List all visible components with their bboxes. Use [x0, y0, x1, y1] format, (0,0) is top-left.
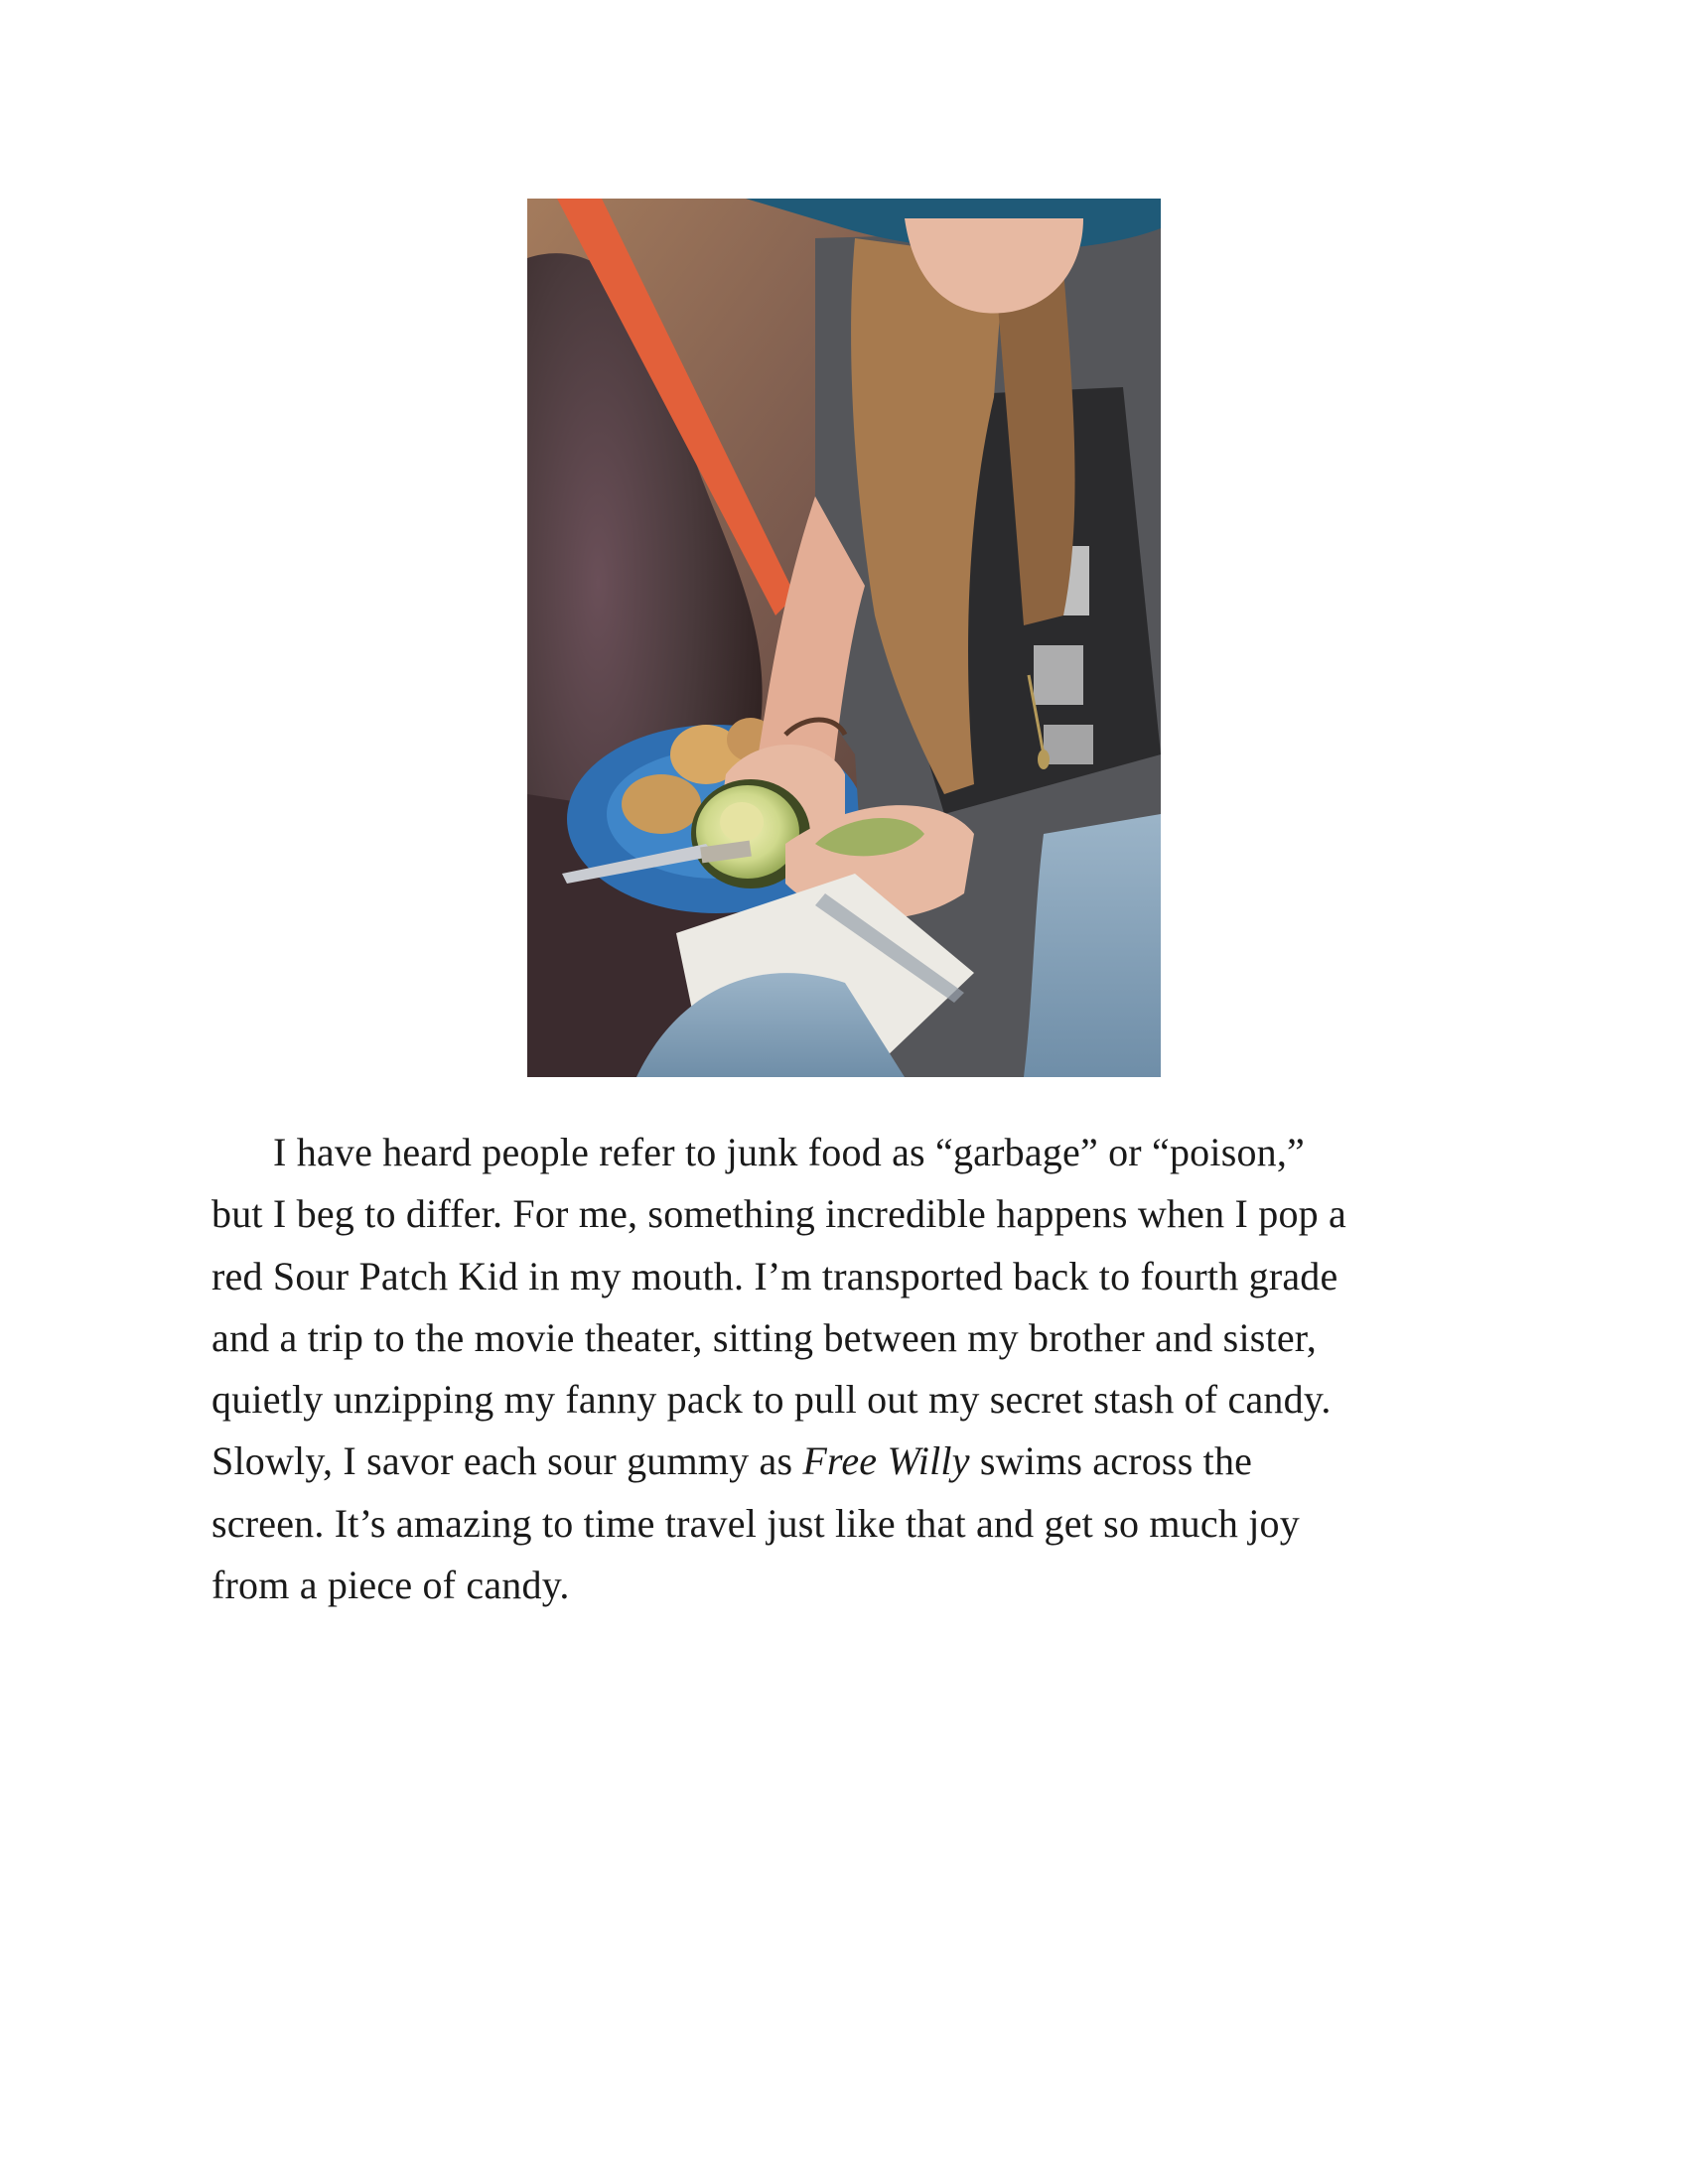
- text-line: screen. It’s amazing to time travel just like that and get so much joy: [211, 1500, 1300, 1546]
- text-line: and a trip to the movie theater, sitting between my brother and sister,: [211, 1314, 1317, 1360]
- text-line: but I beg to differ. For me, something incredible happens when I pop a: [211, 1191, 1347, 1237]
- text-line: red Sour Patch Kid in my mouth. I’m transported back to fourth grade: [211, 1253, 1338, 1298]
- body-paragraph: [211, 1122, 1492, 1616]
- avocado-photo: [527, 199, 1161, 1077]
- text-segment: swims across the: [969, 1438, 1253, 1484]
- text-line: I have heard people refer to junk food as “garbage” or “poison,”: [273, 1130, 1306, 1174]
- text-line-with-title: [211, 1431, 1492, 1492]
- photo-woman-slicing-avocado-icon: [527, 199, 1161, 1077]
- text-segment: Slowly, I savor each sour gummy as: [211, 1438, 803, 1484]
- movie-title: Free Willy: [802, 1438, 970, 1484]
- text-line: quietly unzipping my fanny pack to pull out my secret stash of candy.: [211, 1377, 1332, 1423]
- text-line: from a piece of candy.: [211, 1563, 570, 1608]
